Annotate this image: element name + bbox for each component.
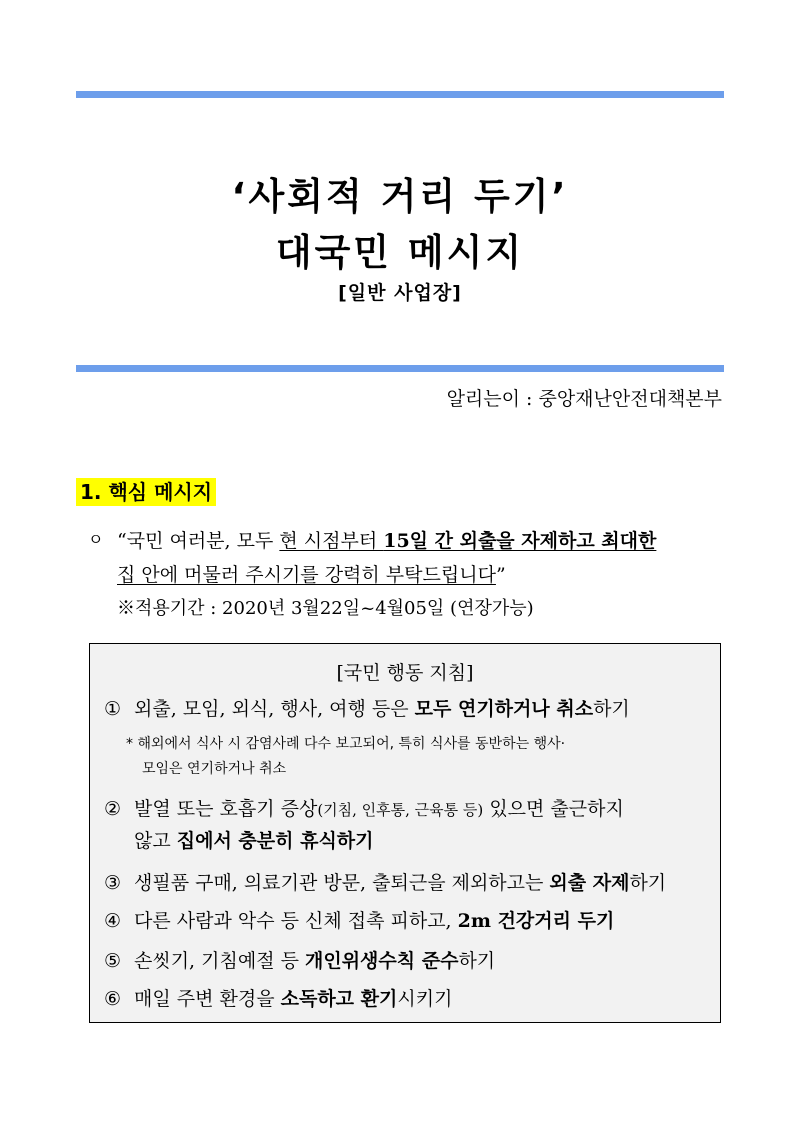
guidelines-title: [국민 행동 지침] [336, 662, 474, 684]
document-subtitle: 대국민 메시지 [275, 231, 525, 274]
bottom-divider [76, 365, 724, 372]
item-number: ⑥ [104, 988, 122, 1010]
bullet-marker: ㅇ [88, 530, 104, 549]
guidelines-box [89, 643, 721, 1023]
message-text: “국민 여러분, 모두 [117, 530, 280, 552]
guideline-item: ② 발열 또는 호흡기 증상(기침, 인후통, 근육통 등) 있으면 출근하지 [104, 798, 624, 820]
guideline-item-continued: 않고 집에서 충분히 휴식하기 [134, 830, 374, 852]
document-category: [일반 사업장] [338, 282, 462, 304]
guideline-item: ① 외출, 모임, 외식, 행사, 여행 등은 모두 연기하거나 취소하기 [104, 698, 630, 720]
message-text: ” [495, 564, 506, 586]
document-title: ‘사회적 거리 두기’ [231, 175, 569, 218]
section-heading: 1. 핵심 메시지 [76, 478, 216, 506]
guideline-note: 모임은 연기하거나 취소 [142, 761, 287, 777]
item-number: ③ [104, 872, 122, 894]
item-number: ① [104, 698, 122, 720]
message-emphasis-text: 15일 간 외출을 자제하고 최대한 [383, 530, 657, 552]
top-divider [76, 91, 724, 98]
guideline-item: ④ 다른 사람과 악수 등 신체 접촉 피하고, 2m 건강거리 두기 [104, 910, 615, 932]
publisher-line: 알리는이 : 중앙재난안전대책본부 [446, 388, 722, 410]
guideline-note: * 해외에서 식사 시 감염사례 다수 보고되어, 특히 식사를 동반하는 행사· [126, 736, 566, 752]
core-message-line-2 [117, 560, 506, 587]
guideline-item: ⑤ 손씻기, 기침예절 등 개인위생수칙 준수하기 [104, 950, 496, 972]
application-period: ※적용기간 : 2020년 3월22일~4월05일 (연장가능) [117, 598, 534, 619]
guideline-item: ⑥ 매일 주변 환경을 소독하고 환기시키기 [104, 988, 453, 1010]
guideline-item: ③ 생필품 구매, 의료기관 방문, 출퇴근을 제외하고는 외출 자제하기 [104, 872, 667, 894]
item-number: ② [104, 798, 122, 820]
item-number: ④ [104, 910, 122, 932]
message-underlined-text: 현 시점부터 [279, 530, 384, 552]
message-underlined-text: 집 안에 머물러 주시기를 강력히 부탁드립니다 [117, 564, 496, 586]
item-number: ⑤ [104, 950, 122, 972]
core-message-line-1 [117, 526, 656, 553]
